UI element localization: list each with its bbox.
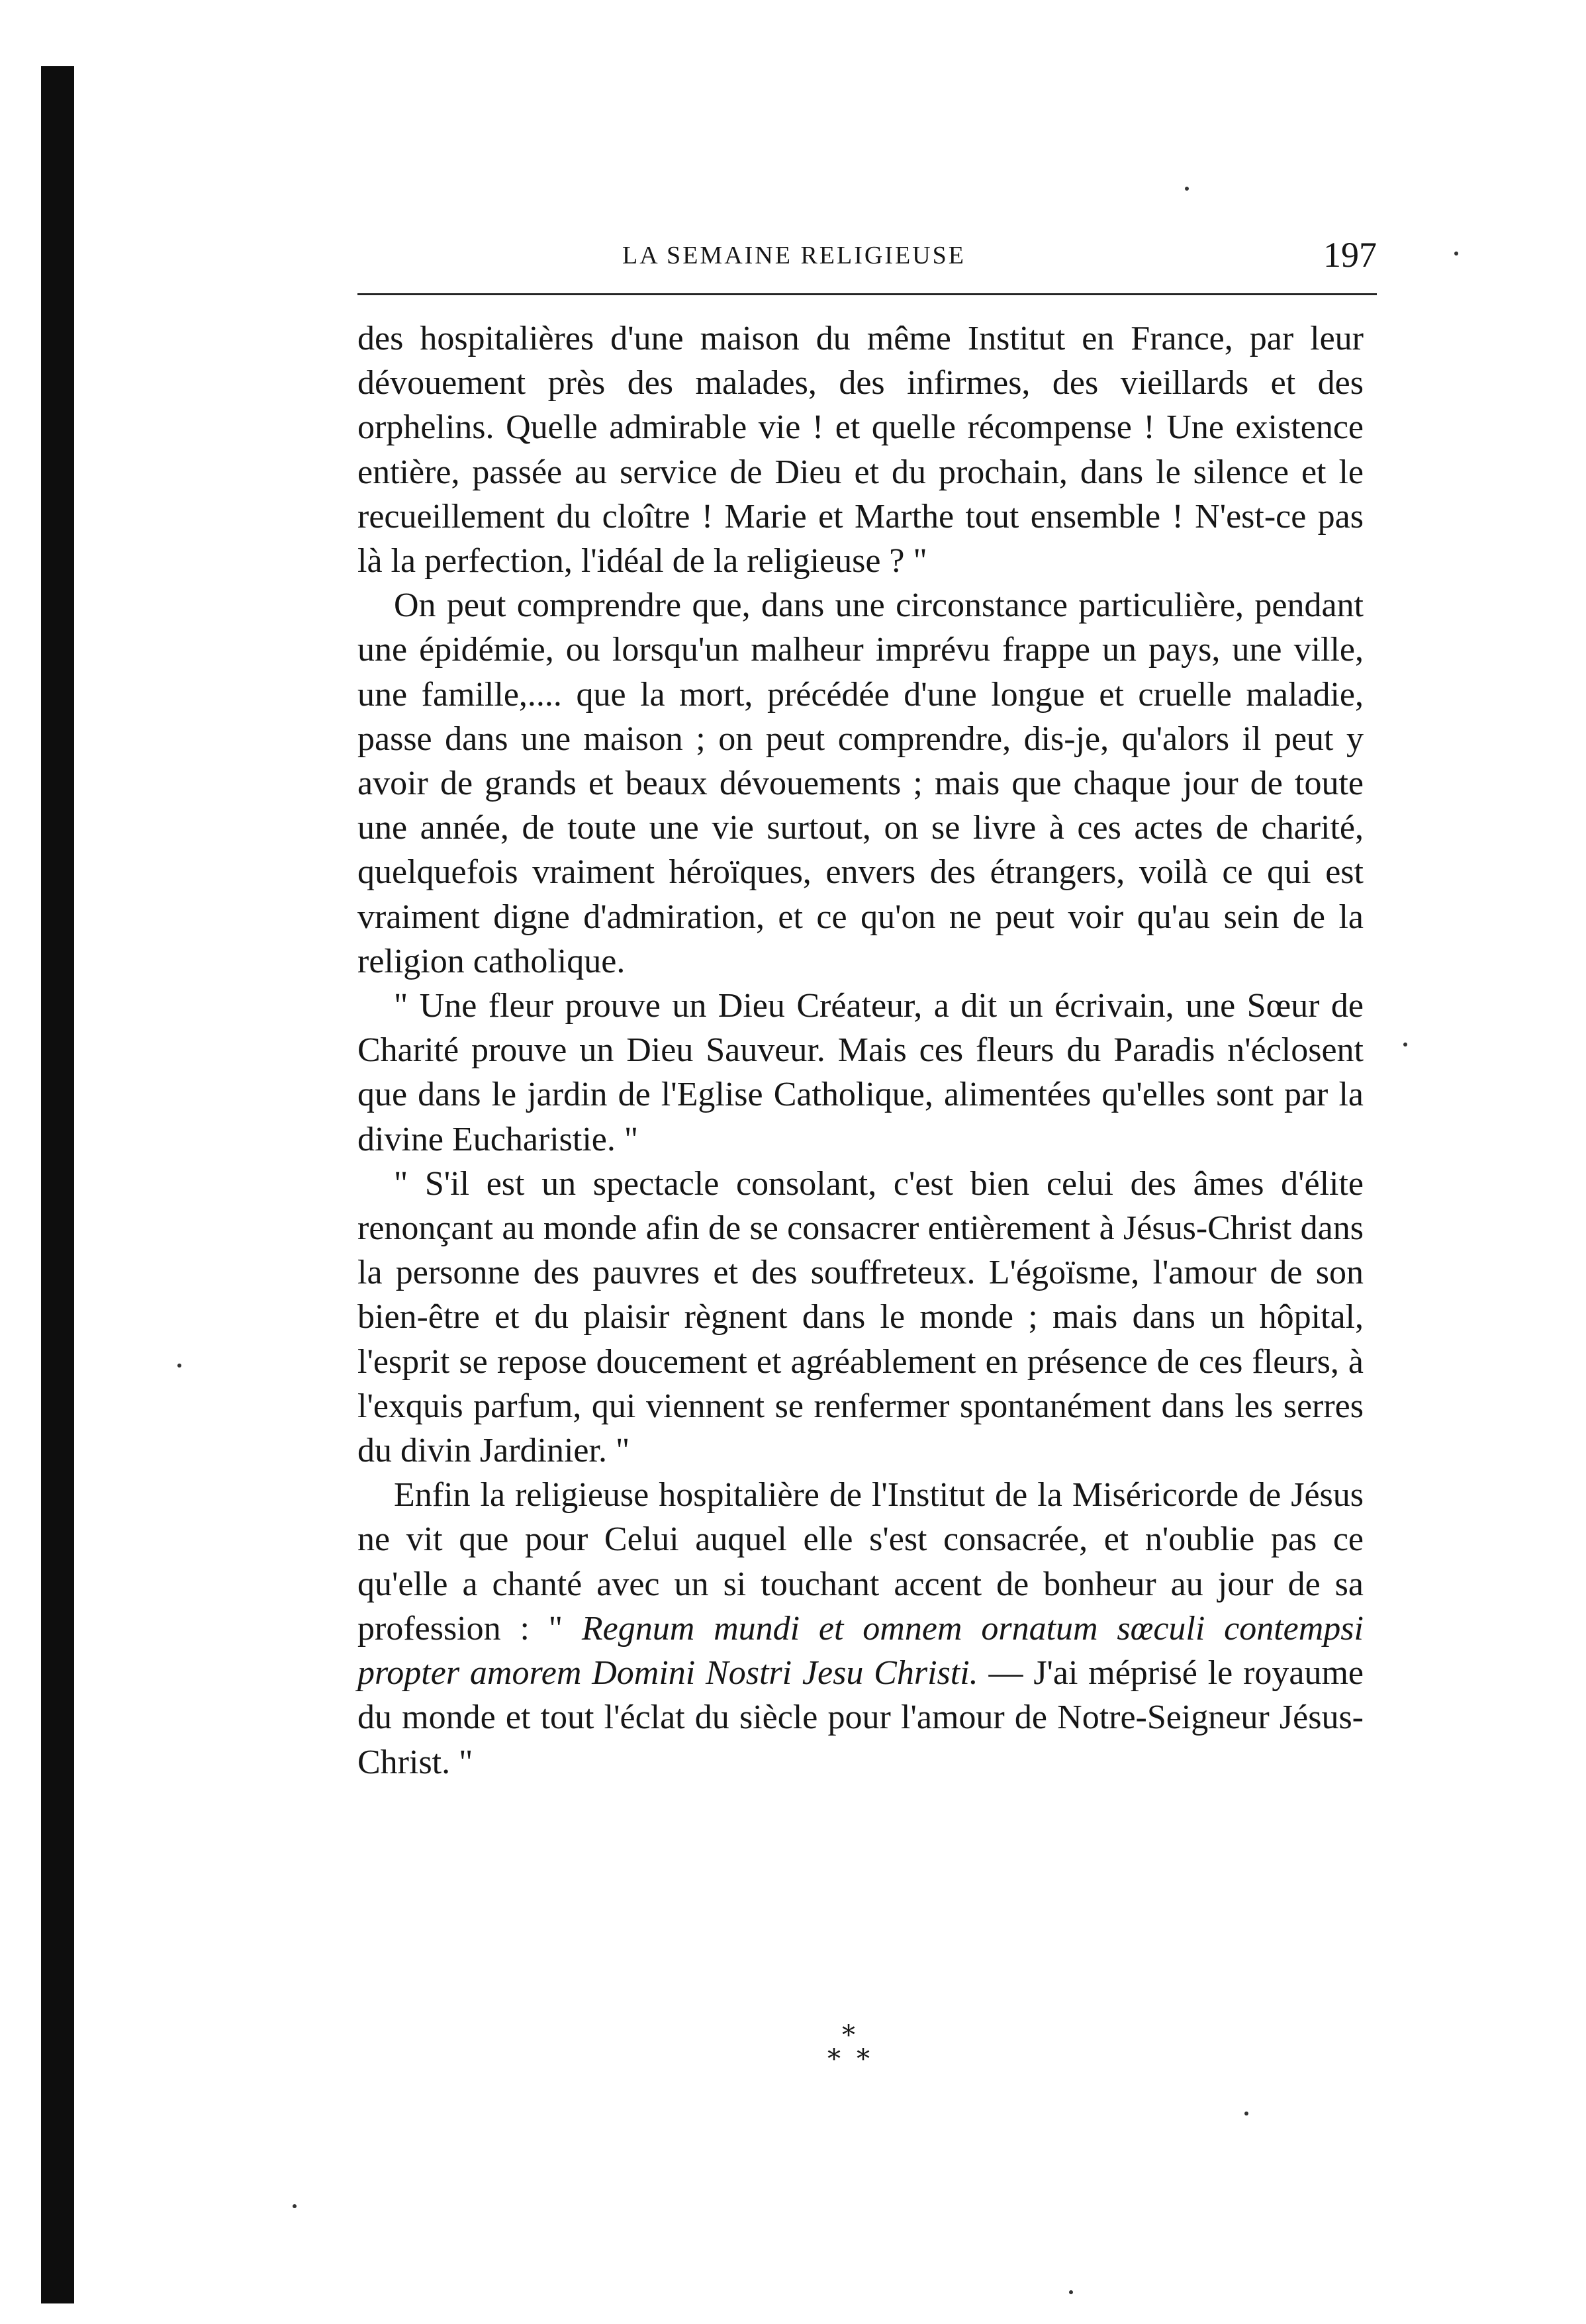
scan-speck [1454,252,1458,256]
article-body [357,316,1364,1785]
scan-speck [1403,1043,1407,1046]
section-break-asterism [827,2022,880,2082]
paragraph-4: " S'il est un spectacle consolant, c'est bien celui des âmes d'élite renonçant au monde afin de se consacrer entièrement à Jésus-Christ dans la personne des pauvres et des souffreteux. L'égoïsme, l'amour de son bien-être et du plaisir règnent dans le monde ; mais dans un hôpital, l'esprit se repose doucement et agréablement en présence de ces fleurs, à l'exquis parfum, qui viennent se renfermer spontanément dans les serres du divin Jardinier. " [357,1164,1364,1470]
scan-speck [177,1364,181,1368]
paragraph-1: des hospitalières d'une maison du même Institut en France, par leur dévouement près des malades, des infirmes, des vieillards et des orphelins. Quelle admirable vie ! et quelle récompense ! Une existence entière, passée au service de Dieu et du prochain, dans le silence et le recueillement du cloître ! Marie et Marthe tout ensemble ! N'est-ce pas là la perfection, l'idéal de la religieuse ? " [357,320,1364,581]
scan-speck [1244,2112,1248,2115]
page-header [357,237,1377,290]
paragraph-5-translation: — J'ai méprisé le royaume du monde et tout l'éclat du siècle pour l'amour de Notre-Seigneur Jésus-Christ. " [357,1654,1364,1781]
header-rule [357,293,1377,295]
asterism-star-top: * [842,2020,855,2051]
latin-quotation: Regnum mundi et omnem ornatum sœculi contempsi propter amorem Domini Nostri Jesu Christi. [357,1609,1364,1693]
scan-speck [1185,187,1189,191]
page-binding-edge [41,66,74,2303]
asterism-star-right: * [857,2044,870,2074]
running-title: LA SEMAINE RELIGIEUSE [622,242,966,269]
page-number: 197 [1323,235,1377,275]
asterism-star-left: * [827,2044,841,2074]
paragraph-5-intro: Enfin la religieuse hospitalière de l'Institut de la Miséricorde de Jésus ne vit que pour Celui auquel elle s'est consacrée, et n'oublie pas ce qu'elle a chanté avec un si touchant accent de bonheur au jour de sa profession : " [357,1476,1364,1648]
scan-speck [293,2204,297,2208]
paragraph-5 [357,1473,1364,1784]
paragraph-2: On peut comprendre que, dans une circonstance particulière, pendant une épidémie, ou lorsqu'un malheur imprévu frappe un pays, une ville, une famille,.... que la mort, précédée d'une longue et cruelle maladie, passe dans une maison ; on peut comprendre, dis-je, qu'alors il peut y avoir de grands et beaux dévouements ; mais que chaque jour de toute une année, de toute une vie surtout, on se livre à ces actes de charité, quelquefois vraiment héroïques, envers des étrangers, voilà ce qui est vraiment digne d'admiration, et ce qu'on ne peut voir qu'au sein de la religion catholique. [357,586,1364,980]
paragraph-3: " Une fleur prouve un Dieu Créateur, a dit un écrivain, une Sœur de Charité prouve un Dieu Sauveur. Mais ces fleurs du Paradis n'éclosent que dans le jardin de l'Eglise Catholique, alimentées qu'elles sont par la divine Eucharistie. " [357,987,1364,1158]
scan-speck [1069,2290,1073,2294]
